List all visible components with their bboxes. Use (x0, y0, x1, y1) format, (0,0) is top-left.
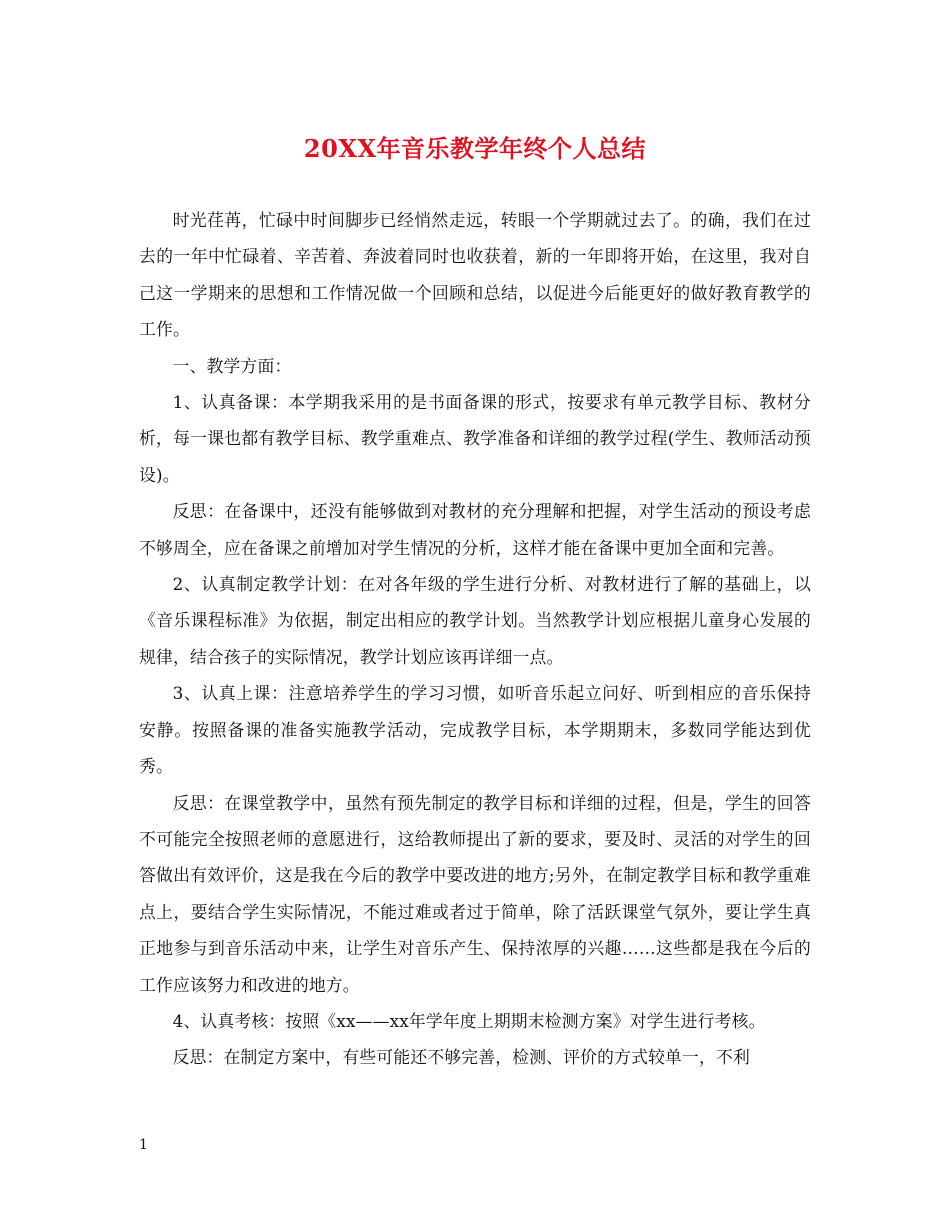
section-heading-teaching: 一、教学方面： (172, 355, 292, 376)
paragraph-reflection-prep: 反思：在备课中，还没有能够做到对教材的充分理解和把握，对学生活动的预设考虑不够周全，应在备课之前增加对学生情况的分析，这样才能在备课中更加全面和完善。 (139, 501, 811, 558)
document-title: 20XX年音乐教学年终个人总结 (303, 134, 647, 163)
paragraph-lesson-prep: 1、认真备课：本学期我采用的是书面备课的形式，按要求有单元教学目标、教材分析，每一课也都有教学目标、教学重难点、教学准备和详细的教学过程(学生、教师活动预设)。 (139, 392, 811, 485)
paragraph-classes: 3、认真上课：注意培养学生的学习习惯，如听音乐起立问好、听到相应的音乐保持安静。按照备课的准备实施教学活动，完成教学目标，本学期期末，多数同学能达到优秀。 (139, 683, 811, 777)
paragraph-reflection-classroom: 反思：在课堂教学中，虽然有预先制定的教学目标和详细的过程，但是，学生的回答不可能完全按照老师的意愿进行，这给教师提出了新的要求，要及时、灵活的对学生的回答做出有效评价，这是我在今后的教学中要改进的地方;另外，在制定教学目标和教学重难点上，要结合学生实际情况，不能过难或者过于简单，除了活跃课堂气氛外，要让学生真正地参与到音乐活动中来，让学生对音乐产生、保持浓厚的兴趣……这些都是我在今后的工作应该努力和改进的地方。 (139, 792, 811, 995)
intro-paragraph: 时光荏苒，忙碌中时间脚步已经悄然走远，转眼一个学期就过去了。的确，我们在过去的一年中忙碌着、辛苦着、奔波着同时也收获着，新的一年即将开始，在这里，我对自己这一学期来的思想和工作情况做一个回顾和总结，以促进今后能更好的做好教育教学的工作。 (139, 210, 811, 340)
paragraph-teaching-plan: 2、认真制定教学计划：在对各年级的学生进行分析、对教材进行了解的基础上，以《音乐课程标准》为依据，制定出相应的教学计划。当然教学计划应根据儿童身心发展的规律，结合孩子的实际情况，教学计划应该再详细一点。 (139, 574, 811, 667)
page-number: 1 (139, 1137, 148, 1153)
document-body (139, 202, 811, 1076)
paragraph-assessment: 4、认真考核：按照《xx——xx年学年度上期期末检测方案》对学生进行考核。 (172, 1010, 766, 1031)
paragraph-reflection-assessment: 反思：在制定方案中，有些可能还不够完善，检测、评价的方式较单一，不利 (172, 1047, 750, 1068)
